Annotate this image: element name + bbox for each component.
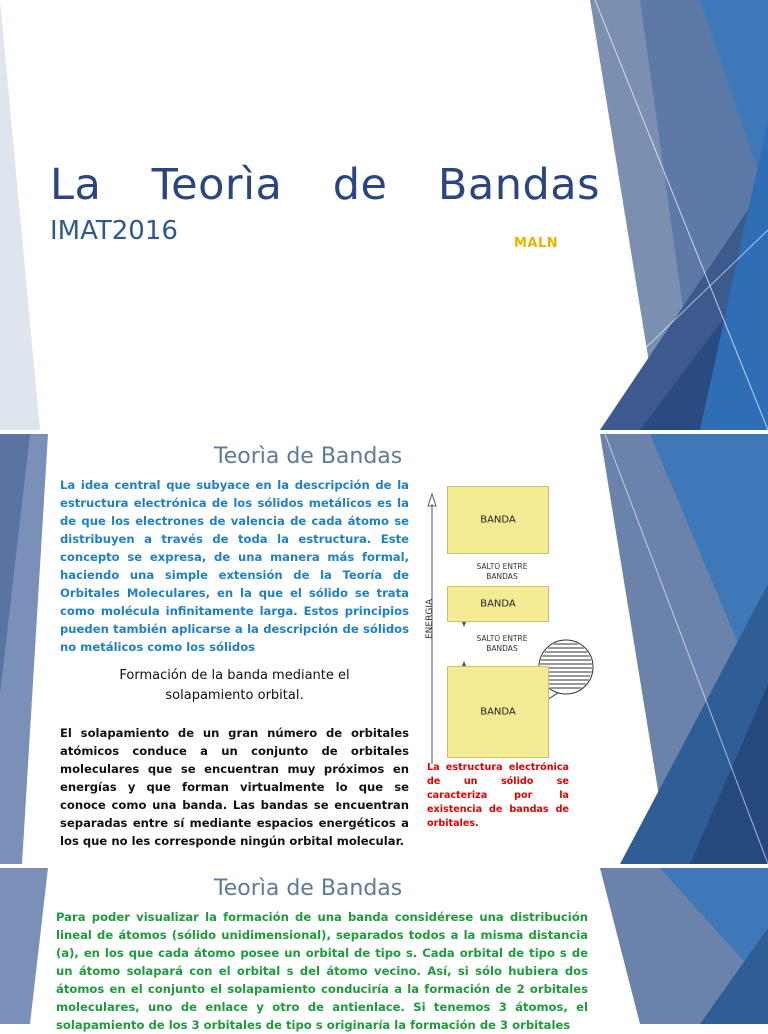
slide-title: Teorìa de Bandas bbox=[214, 876, 403, 901]
gap-label-text: SALTO ENTRE BANDAS bbox=[476, 634, 528, 653]
band-label: BANDA bbox=[480, 514, 516, 526]
energy-band bbox=[447, 486, 549, 554]
title-word: La bbox=[50, 160, 102, 210]
band-theory-slide bbox=[0, 434, 768, 864]
section-heading-line: solapamiento orbital. bbox=[165, 688, 304, 703]
energy-axis-label: ENERGIA bbox=[425, 598, 435, 639]
band-formation-slide bbox=[0, 868, 768, 1032]
slide-title: Teorìa de Bandas bbox=[214, 444, 403, 469]
gap-label bbox=[472, 634, 532, 654]
presentation-subtitle: IMAT2016 bbox=[50, 216, 178, 246]
gap-label bbox=[472, 562, 532, 582]
energy-band bbox=[447, 586, 549, 622]
title-slide bbox=[0, 0, 768, 430]
band-label: BANDA bbox=[480, 706, 516, 718]
body-paragraph: El solapamiento de un gran número de orbitales atómicos conduce a un conjunto de orbitales moleculares que se encuentran muy próximos en energías y que forman virtualmente lo que se conoce como una banda. Las bandas se encuentran separadas entre sí mediante espacios energéticos a los que no les corresponde ningún orbital molecular. bbox=[60, 726, 409, 848]
author-initials: MALN bbox=[514, 236, 559, 251]
title-word: Bandas bbox=[437, 160, 600, 210]
title-word: Teorìa bbox=[151, 160, 283, 210]
diagram-caption: La estructura electrónica de un sólido se caracteriza por la existencia de bandas de orbitales. bbox=[427, 762, 569, 829]
energy-band bbox=[447, 666, 549, 758]
section-heading-line: Formación de la banda mediante el bbox=[119, 668, 350, 683]
decorative-triangles bbox=[0, 0, 768, 430]
intro-paragraph: La idea central que subyace en la descripción de la estructura electrónica de los sólidos metálicos es la de que los electrones de valencia de cada átomo se distribuyen a través de toda la estructura. Este concepto se expresa, de una manera más formal, haciendo una simple extensión de la Teoría de Orbitales Moleculares, en la que el sólido se trata como molécula infinitamente larga. Estos principios pueden también aplicarse a la descripción de sólidos no metálicos como los sólidos bbox=[60, 478, 409, 654]
section-heading bbox=[60, 666, 409, 706]
title-word: de bbox=[332, 160, 388, 210]
band-label: BANDA bbox=[480, 598, 516, 610]
gap-label-text: SALTO ENTRE BANDAS bbox=[476, 562, 528, 581]
body-paragraph: Para poder visualizar la formación de una banda considérese una distribución lineal de átomos (sólido unidimensional), separados todos a la misma distancia (a), en los que cada átomo posee un orbital de tipo s. Cada orbital de tipo s de un átomo solapará con el orbital s del átomo vecino. Así, si sólo hubiera dos átomos en el conjunto el solapamiento conduciría a la formación de 2 orbitales moleculares, uno de enlace y otro de antienlace. Si tenemos 3 átomos, el solapamiento de los 3 orbitales de tipo s originaría la formación de 3 orbitales bbox=[56, 910, 588, 1032]
presentation-title bbox=[50, 160, 600, 210]
